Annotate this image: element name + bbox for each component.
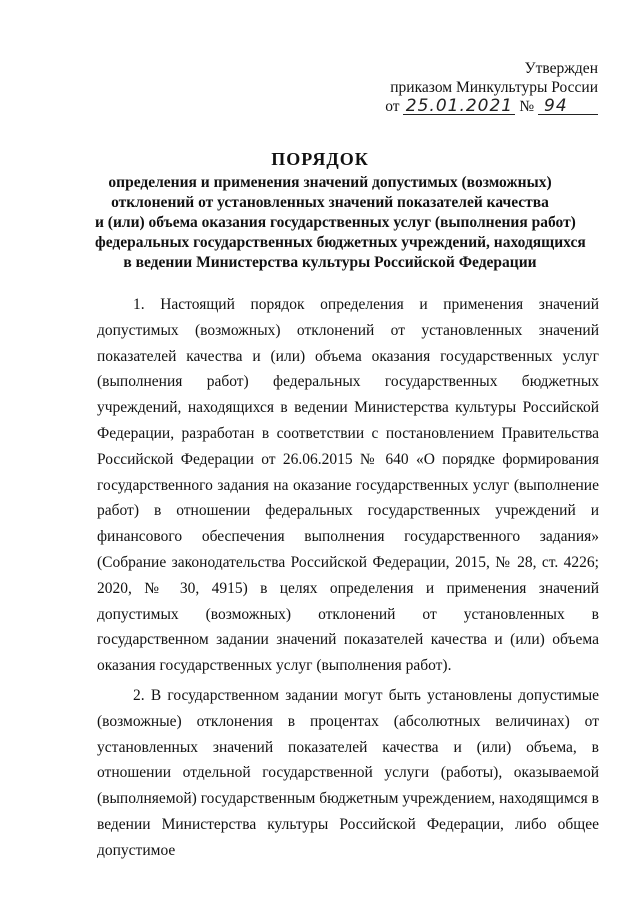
subtitle-line: определения и применения значений допустимых (возможных) xyxy=(108,174,552,191)
paragraph-2: 2. В государственном задании могут быть установлены допустимые (возможные) отклонения в процентах (абсолютных величинах) от установленных значений показателей качества и (или) объема, в отношении отдельной государственной услуги (работы), оказываемой (выполняемой) государственным бюджетным учреждением, находящимся в ведении Министерства культуры Российской Федерации, либо общее допустимое xyxy=(97,686,599,859)
number-label: № xyxy=(519,98,535,115)
handwritten-date: 25.01.2021 xyxy=(403,98,515,115)
approval-line-approved: Утвержден xyxy=(524,60,598,77)
document-title: ПОРЯДОК xyxy=(271,149,369,169)
subtitle-line: отклонений от установленных значений показателей качества xyxy=(111,194,549,211)
from-label: от xyxy=(385,98,400,115)
approval-stamp xyxy=(385,59,598,116)
subtitle-line: в ведении Министерства культуры Российской Федерации xyxy=(123,254,537,271)
subtitle-line: и (или) объема оказания государственных услуг (выполнения работ) xyxy=(95,214,576,231)
document-subtitle xyxy=(95,173,586,273)
paragraph-1: 1. Настоящий порядок определения и применения значений допустимых (возможных) отклонений от установленных значений показателей качества и (или) объема оказания государственных услуг (выполнения работ) федеральных государственных бюджетных учреждений, находящихся в ведении Министерства культуры Российской Федерации, разработан в соответствии с постановлением Правительства Российской Федерации от 26.06.2015 № 640 «О порядке формирования государственного задания на оказание государственных услуг (выполнение работ) в отношении федеральных государственных учреждений и финансового обеспечения выполнения государственного задания» (Собрание законодательства Российской Федерации, 2015, № 28, ст. 4226; 2020, № 30, 4915) в целях определения и применения значений допустимых (возможных) отклонений от установленных в государственном задании значений показателей качества и (или) объема оказания государственных услуг (выполнения работ). xyxy=(97,296,599,675)
approval-line-order: приказом Минкультуры России xyxy=(390,79,598,96)
handwritten-number: 94 xyxy=(538,98,598,115)
approval-line-date xyxy=(385,97,598,116)
document-body xyxy=(97,292,599,868)
subtitle-line: федеральных государственных бюджетных учреждений, находящихся xyxy=(95,234,586,251)
